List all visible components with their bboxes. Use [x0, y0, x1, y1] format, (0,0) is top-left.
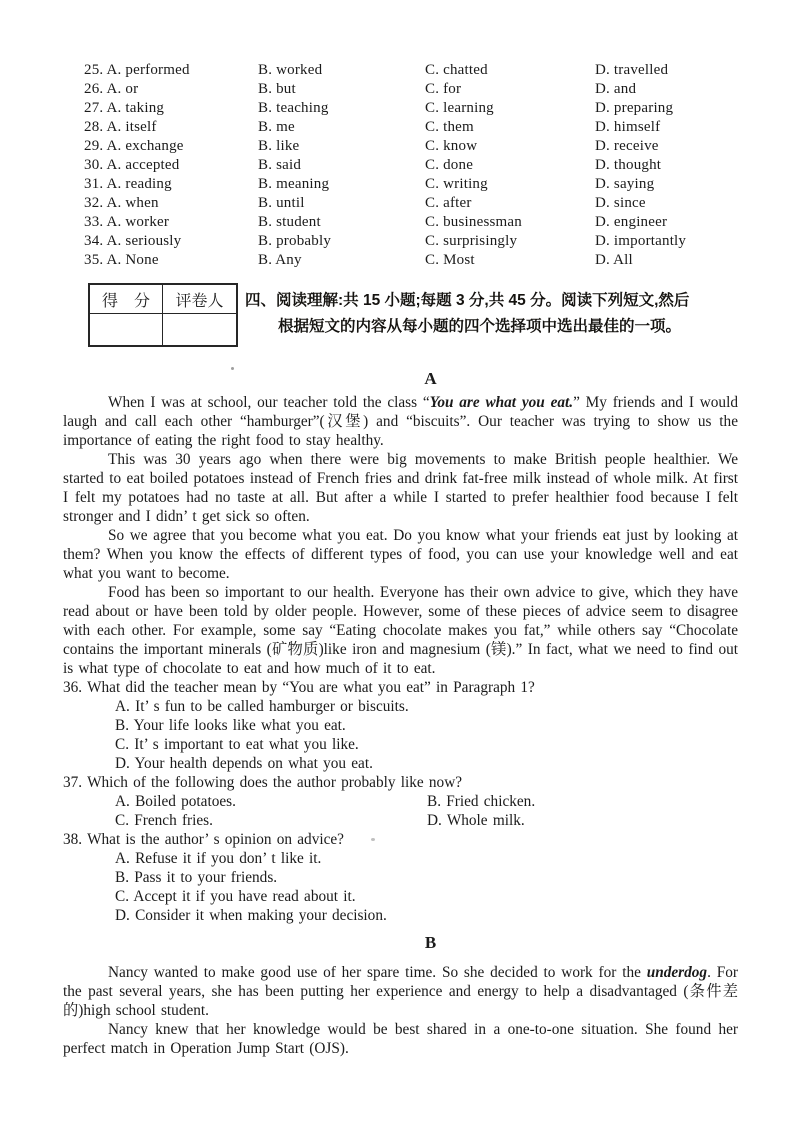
- question-36-options: [63, 697, 738, 773]
- question-37-options: [63, 792, 738, 830]
- cloze-cell: 25. A. performed: [84, 62, 190, 78]
- question-37-option-b: B. Fried chicken.: [427, 793, 536, 810]
- question-38-option-d: D. Consider it when making your decision.: [115, 907, 387, 924]
- cloze-cell: B. worked: [258, 62, 323, 78]
- cloze-cell: B. said: [258, 157, 302, 173]
- cloze-cell: B. meaning: [258, 176, 330, 192]
- passage-b-paragraph-1: [63, 963, 738, 1020]
- question-36-stem: 36. What did the teacher mean by “You are what you eat” in Paragraph 1?: [63, 679, 535, 696]
- cloze-cell: D. since: [595, 195, 646, 211]
- cloze-cell: 28. A. itself: [84, 119, 157, 135]
- cloze-cell: B. like: [258, 138, 300, 154]
- cloze-cell: D. engineer: [595, 214, 668, 230]
- question-38-option-b: B. Pass it to your friends.: [115, 869, 278, 886]
- cloze-cell: C. done: [425, 157, 474, 173]
- question-38-option-c: C. Accept it if you have read about it.: [115, 888, 356, 905]
- cloze-cell: 34. A. seriously: [84, 233, 182, 249]
- cloze-cell: 32. A. when: [84, 195, 159, 211]
- cloze-cell: D. himself: [595, 119, 661, 135]
- cloze-cell: C. after: [425, 195, 472, 211]
- cloze-cell: C. chatted: [425, 62, 488, 78]
- question-37: [63, 773, 738, 830]
- passage-b-p1-pre: Nancy wanted to make good use of her spare time. So she decided to work for the: [108, 964, 647, 981]
- cloze-cell: D. All: [595, 252, 633, 268]
- scan-speck: [231, 367, 234, 370]
- cloze-cell: D. thought: [595, 157, 662, 173]
- scan-speck: [371, 838, 375, 841]
- cloze-cell: B. me: [258, 119, 295, 135]
- score-label: 得 分: [90, 285, 163, 314]
- section4-instruction: [245, 288, 745, 340]
- cloze-cell: B. teaching: [258, 100, 329, 116]
- cloze-cell: B. until: [258, 195, 305, 211]
- passage-a-paragraph-3: So we agree that you become what you eat. Do you know what your friends eat just by looking at them? When you know the effects of different types of food, you can use your knowledge well and eat what you want to become.: [63, 527, 738, 582]
- cloze-cell: 26. A. or: [84, 81, 139, 97]
- question-37-option-c: C. French fries.: [115, 812, 213, 829]
- passage-a-paragraph-1: [63, 393, 738, 450]
- cloze-cell: B. probably: [258, 233, 332, 249]
- section4-instruction-line1: 四、阅读理解:共 15 小题;每题 3 分,共 45 分。阅读下列短文,然后: [245, 292, 690, 309]
- passage-b-heading: B: [424, 933, 437, 952]
- cloze-cell: C. them: [425, 119, 474, 135]
- cloze-cell: C. surprisingly: [425, 233, 518, 249]
- question-38: [63, 830, 738, 925]
- cloze-cell: C. Most: [425, 252, 475, 268]
- cloze-cell: 27. A. taking: [84, 100, 165, 116]
- cloze-cell: B. Any: [258, 252, 302, 268]
- cloze-cell: C. know: [425, 138, 478, 154]
- grader-label: 评卷人: [163, 285, 236, 314]
- cloze-cell: C. businessman: [425, 214, 522, 230]
- cloze-options-block: [84, 61, 744, 270]
- question-37-stem: 37. Which of the following does the author probably like now?: [63, 774, 463, 791]
- question-38-option-a: A. Refuse it if you don’ t like it.: [115, 850, 322, 867]
- cloze-cell: 29. A. exchange: [84, 138, 184, 154]
- passage-a-p1-post: ” My friends and I would laugh and call each other “hamburger”(汉堡) and “biscuits”. Our teacher was trying to show us the importance of eating the right food to stay healthy.: [63, 394, 738, 449]
- cloze-cell: C. for: [425, 81, 462, 97]
- question-36-option-a: A. It’ s fun to be called hamburger or biscuits.: [115, 698, 409, 715]
- score-box: [88, 283, 238, 347]
- question-38-options: [63, 849, 738, 925]
- cloze-cell: B. but: [258, 81, 296, 97]
- cloze-cell: B. student: [258, 214, 321, 230]
- cloze-cell: 35. A. None: [84, 252, 159, 268]
- cloze-cell: 33. A. worker: [84, 214, 170, 230]
- cloze-cell: 30. A. accepted: [84, 157, 180, 173]
- passage-a-paragraph-2: This was 30 years ago when there were big movements to make British people healthier. We started to eat boiled potatoes instead of French fries and drink fat-free milk instead of whole milk. At first I felt my potatoes had no taste at all. But after a while I started to prefer healthier food because I felt stronger and I didn’ t get sick so often.: [63, 451, 738, 525]
- cloze-cell: C. learning: [425, 100, 494, 116]
- question-36-option-d: D. Your health depends on what you eat.: [115, 755, 373, 772]
- question-37-option-d: D. Whole milk.: [427, 812, 525, 829]
- cloze-cell: D. receive: [595, 138, 659, 154]
- passage-a-paragraph-4: Food has been so important to our health. Everyone has their own advice to give, which they have read about or have been told by older people. However, some of these pieces of advice seem to disagree with each other. For example, some say “Eating chocolate makes you fat,” while others say “Chocolate contains the important minerals (矿物质)like iron and magnesium (镁).” In fact, what we need to find out is what type of chocolate to eat and how much of it to eat.: [63, 584, 738, 677]
- passage-b-p1-keyword: underdog: [646, 964, 708, 981]
- cloze-cell: D. saying: [595, 176, 655, 192]
- passage-a-heading: A: [424, 369, 437, 388]
- cloze-cell: C. writing: [425, 176, 488, 192]
- passage-b-p1-post: . For the past several years, she has been putting her experience and energy to help a disadvantaged (条件差的)high school student.: [63, 964, 738, 1019]
- question-38-stem: 38. What is the author’ s opinion on advice?: [63, 831, 344, 848]
- cloze-cell: D. and: [595, 81, 637, 97]
- passage-a-p1-pre: When I was at school, our teacher told the class “: [108, 394, 430, 411]
- section4-instruction-line2: 根据短文的内容从每小题的四个选择项中选出最佳的一项。: [278, 318, 682, 335]
- cloze-cell: 31. A. reading: [84, 176, 172, 192]
- grader-empty-cell: [163, 314, 236, 345]
- score-empty-cell: [90, 314, 163, 345]
- question-36: [63, 678, 738, 773]
- question-37-option-a: A. Boiled potatoes.: [115, 793, 236, 810]
- cloze-cell: D. travelled: [595, 62, 669, 78]
- passage-b-paragraph-2: Nancy knew that her knowledge would be best shared in a one-to-one situation. She found her perfect match in Operation Jump Start (OJS).: [63, 1021, 738, 1057]
- cloze-cell: D. importantly: [595, 233, 687, 249]
- passage-a-p1-quote: You are what you eat.: [429, 394, 574, 411]
- question-36-option-b: B. Your life looks like what you eat.: [115, 717, 346, 734]
- question-36-option-c: C. It’ s important to eat what you like.: [115, 736, 359, 753]
- reading-section: [63, 366, 738, 1058]
- cloze-cell: D. preparing: [595, 100, 674, 116]
